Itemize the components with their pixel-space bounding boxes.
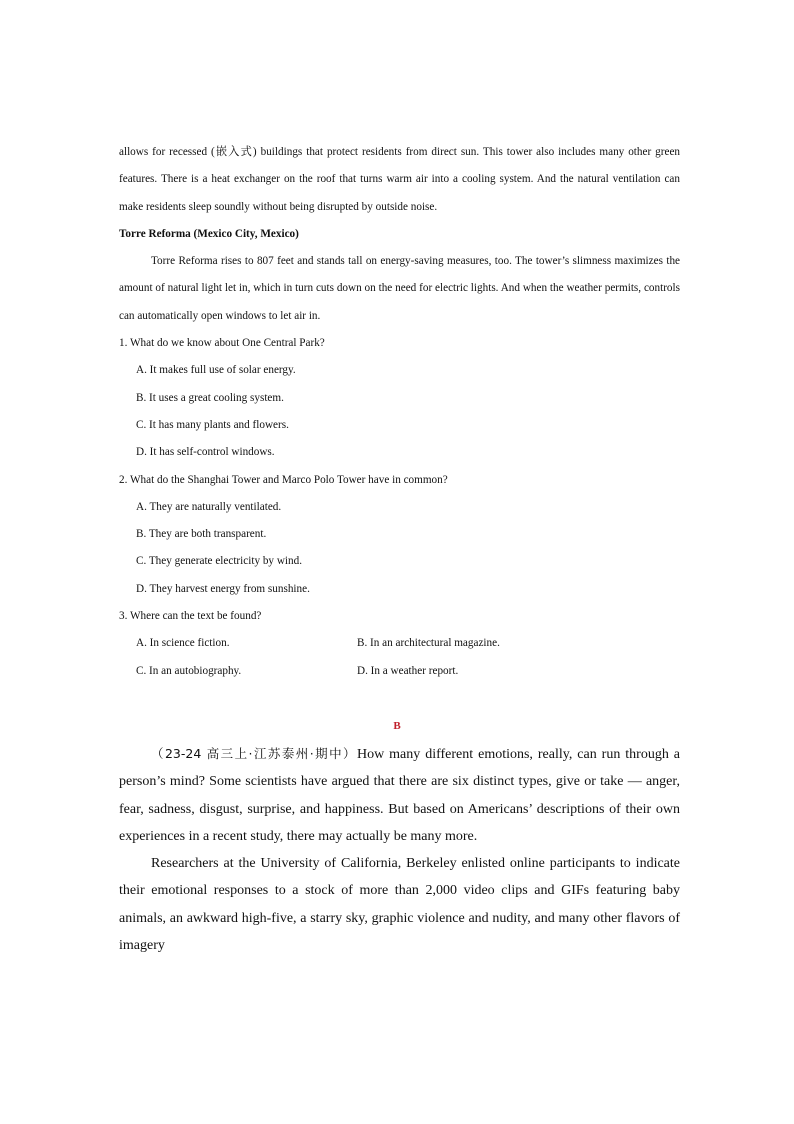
option-row [119,658,680,685]
option-d: D. In a weather report. [357,664,459,677]
question-stem: 1. What do we know about One Central Park? [119,337,325,350]
option-a: A. It makes full use of solar energy. [136,364,296,377]
passage-b-paragraph-2: Researchers at the University of California, Berkeley enlisted online participants to indicate their emotional responses to a stock of more than 2,000 video clips and GIFs featuring baby animals, an awkward high-five, a starry sky, graphic violence and nudity, and many other flavors of imagery [119,856,680,954]
source-tag: （23-24 高三上·江苏泰州·期中） [151,746,357,761]
passage-b-paragraph-1 [119,740,680,850]
section-heading-torre-reforma: Torre Reforma (Mexico City, Mexico) [119,227,299,240]
option-row [119,630,680,657]
passage-intro: allows for recessed (嵌入式) buildings that protect residents from direct sun. This tower also includes many other green features. There is a heat exchanger on the roof that turns warm air into a cooling system. And the natural ventilation can make residents sleep soundly without being disrupted by outside noise. [119,146,680,213]
option-d: D. It has self-control windows. [136,446,275,459]
paragraph-text: How many different emotions, really, can run through a person’s mind? Some scientists have argued that there are six distinct types, give or take — anger, fear, sadness, disgust, surprise, and happiness. But based on Americans’ descriptions of their own experiences in a recent study, there may actually be many more. [119,747,680,844]
question-2 [119,467,680,603]
option-c: C. They generate electricity by wind. [136,555,302,568]
option-b: B. They are both transparent. [136,528,267,541]
option-c: C. It has many plants and flowers. [136,418,289,431]
passage-a [119,139,680,685]
section-label-b: B [393,720,401,732]
option-b: B. In an architectural magazine. [357,637,500,650]
question-stem: 2. What do the Shanghai Tower and Marco Polo Tower have in common? [119,473,448,486]
passage-b [119,740,680,959]
option-c: C. In an autobiography. [136,664,242,677]
option-a: A. In science fiction. [136,637,230,650]
question-1 [119,330,680,466]
passage-paragraph-torre-reforma: Torre Reforma rises to 807 feet and stands tall on energy-saving measures, too. The tower’s slimness maximizes the amount of natural light let in, which in turn cuts down on the need for electric lights. And when the weather permits, controls can automatically open windows to let air in. [119,255,680,322]
option-a: A. They are naturally ventilated. [136,500,282,513]
question-3 [119,603,680,685]
option-d: D. They harvest energy from sunshine. [136,582,310,595]
question-stem: 3. Where can the text be found? [119,610,262,623]
option-b: B. It uses a great cooling system. [136,391,284,404]
